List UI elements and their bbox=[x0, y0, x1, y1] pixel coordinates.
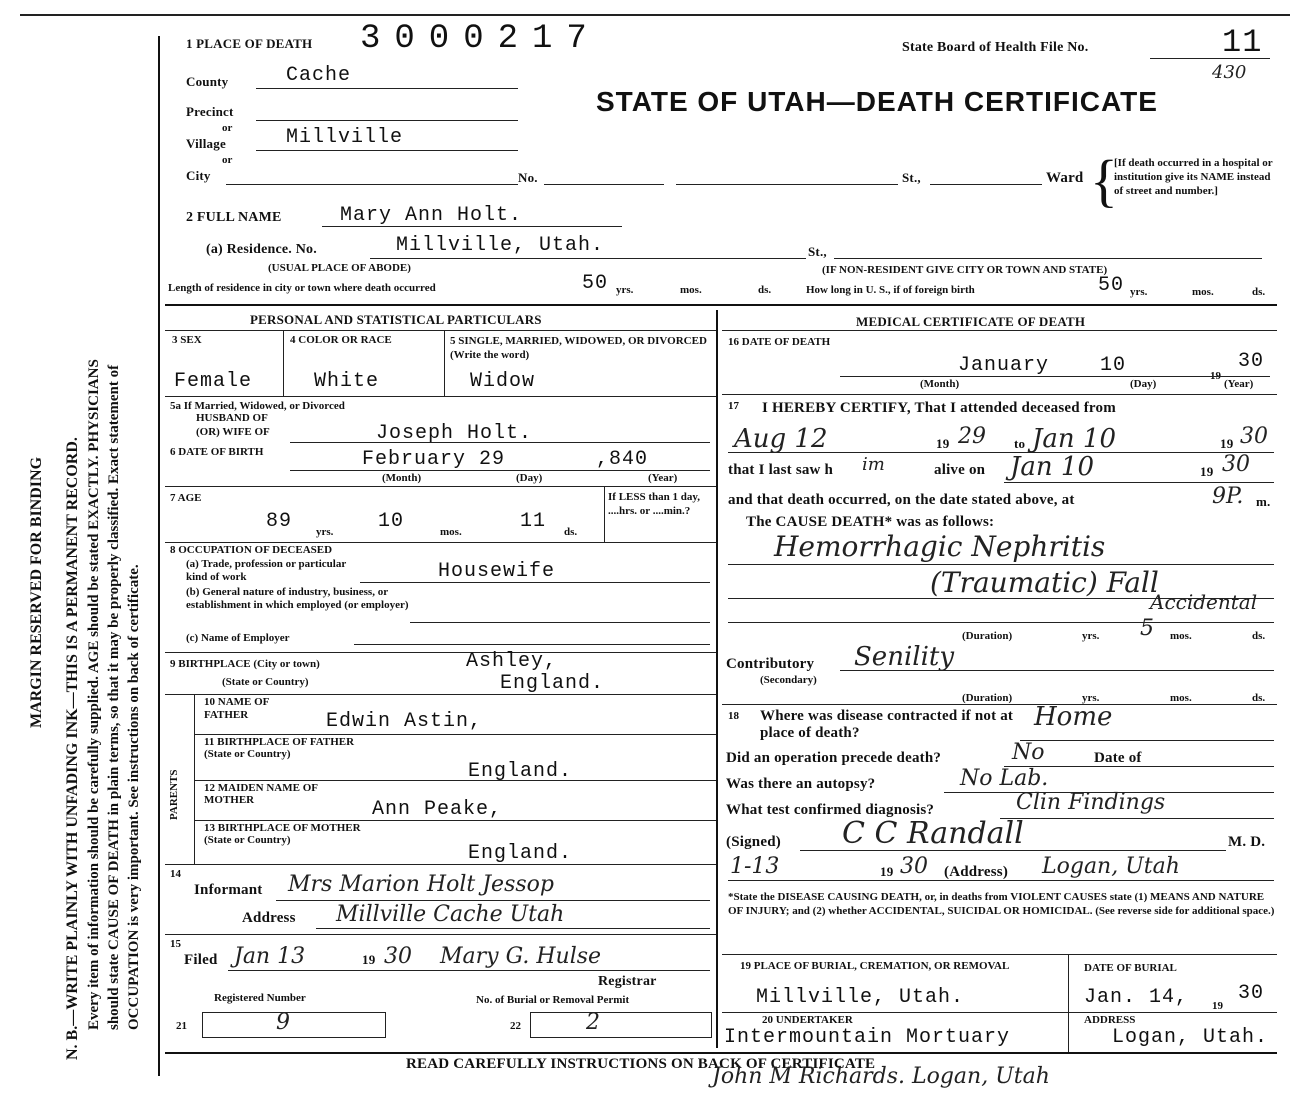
full-name-line bbox=[322, 226, 622, 227]
item-18: 18 bbox=[728, 710, 739, 722]
length-mos: mos. bbox=[680, 284, 702, 296]
marital-label: 5 SINGLE, MARRIED, WIDOWED, OR DIVORCED (Write the word) bbox=[450, 335, 707, 361]
us-label: How long in U. S., if of foreign birth bbox=[806, 284, 975, 296]
death-year-prefix: 19 bbox=[1210, 370, 1221, 382]
attended-line bbox=[728, 452, 1274, 453]
ward-line bbox=[930, 184, 1042, 185]
occupation-b-line bbox=[410, 622, 710, 623]
occupation-value: Housewife bbox=[438, 560, 556, 583]
med-row-line-2 bbox=[722, 704, 1277, 705]
reg-number-box bbox=[202, 1012, 386, 1038]
filed-date: Jan 13 bbox=[234, 944, 306, 969]
or-label-2: or bbox=[222, 154, 233, 166]
where-line bbox=[1020, 740, 1274, 741]
undertaker-label: 20 UNDERTAKER bbox=[762, 1014, 853, 1026]
parents-divider bbox=[194, 694, 195, 864]
registrar-signature: Mary G. Hulse bbox=[440, 944, 602, 969]
signed-year-prefix: 19 bbox=[880, 864, 894, 879]
no-label: No. bbox=[518, 170, 538, 185]
full-name-label: 2 FULL NAME bbox=[186, 210, 282, 225]
parents-label: PARENTS bbox=[168, 769, 180, 820]
death-month-caption: (Month) bbox=[920, 378, 960, 390]
alive-year-prefix: 19 bbox=[1200, 464, 1214, 479]
duration-label-1: (Duration) bbox=[962, 630, 1013, 642]
residence-st-label: St., bbox=[808, 244, 827, 259]
length-label: Length of residence in city or town where death occurred bbox=[168, 282, 436, 294]
birthplace-state-label: (State or Country) bbox=[222, 676, 309, 688]
death-month: January bbox=[958, 354, 1050, 377]
row-line-6 bbox=[165, 864, 716, 865]
row-line-2 bbox=[165, 486, 716, 487]
us-yrs: yrs. bbox=[1130, 286, 1148, 298]
to-label: to bbox=[1014, 436, 1026, 451]
burial-permit-box bbox=[530, 1012, 712, 1038]
contributory-label: Contributory bbox=[726, 656, 815, 672]
nonresident-note: (IF NON-RESIDENT GIVE CITY OR TOWN AND STATE) bbox=[822, 264, 1108, 276]
top-border bbox=[20, 14, 1290, 16]
age-less-divider bbox=[604, 486, 605, 542]
date-of-label: Date of bbox=[1094, 750, 1142, 766]
age-yrs: yrs. bbox=[316, 526, 334, 538]
burial-permit-value: 2 bbox=[586, 1010, 600, 1035]
age-days: 11 bbox=[520, 510, 547, 533]
birthplace-label: 9 BIRTHPLACE (City or town) bbox=[170, 658, 320, 670]
operation-label: Did an operation precede death? bbox=[726, 750, 942, 766]
length-yrs: yrs. bbox=[616, 284, 634, 296]
burial-place: Millville, Utah. bbox=[756, 986, 965, 1009]
father-value: Edwin Astin, bbox=[326, 710, 483, 733]
color-label: 4 COLOR OR RACE bbox=[290, 334, 392, 346]
informant-address: Millville Cache Utah bbox=[336, 902, 565, 927]
village-line bbox=[256, 150, 518, 151]
operation-value: No bbox=[1012, 740, 1045, 765]
attended-from-year: 29 bbox=[958, 424, 986, 449]
section-divider bbox=[165, 304, 1277, 306]
burial-date-label: DATE OF BURIAL bbox=[1084, 962, 1177, 974]
mother-label: 12 MAIDEN NAME OF MOTHER bbox=[204, 782, 318, 806]
occupation-label: 8 OCCUPATION OF DECEASED bbox=[170, 544, 333, 556]
county-label: County bbox=[186, 74, 229, 89]
mother-line bbox=[194, 820, 716, 821]
footer-instructions: READ CAREFULLY INSTRUCTIONS ON BACK OF CERTIFICATE bbox=[406, 1056, 876, 1072]
or-label-1: or bbox=[222, 122, 233, 134]
residence-value: Millville, Utah. bbox=[396, 234, 605, 257]
age-ds: ds. bbox=[564, 526, 578, 538]
dob-line bbox=[290, 470, 710, 471]
bottom-line bbox=[165, 1052, 1277, 1054]
last-saw-pronoun: im bbox=[862, 454, 885, 475]
brace: { bbox=[1090, 148, 1118, 213]
residence-label: (a) Residence. No. bbox=[206, 242, 317, 257]
filed-year-prefix: 19 bbox=[362, 952, 376, 967]
dob-month-day: February 29 bbox=[362, 448, 506, 471]
duration-mos-2: mos. bbox=[1170, 692, 1192, 704]
signed-address: Logan, Utah bbox=[1042, 854, 1180, 879]
duration-mos-1: mos. bbox=[1170, 630, 1192, 642]
margin-instruction-2: should state CAUSE OF DEATH in plain terms, so that it may be properly classified. Exact statement of bbox=[106, 364, 122, 1030]
duration-label-2: (Duration) bbox=[962, 692, 1013, 704]
alive-on-label: alive on bbox=[934, 462, 986, 478]
father-line bbox=[194, 734, 716, 735]
length-ds: ds. bbox=[758, 284, 772, 296]
signed-value: C C Randall bbox=[842, 816, 1024, 851]
cause-line-3: Accidental bbox=[1150, 590, 1258, 614]
state-file-label: State Board of Health File No. bbox=[902, 40, 1089, 55]
margin-permanent-record: N. B.—WRITE PLAINLY WITH UNFADING INK—THIS IS A PERMANENT RECORD. bbox=[64, 437, 81, 1060]
med-row-line-3 bbox=[722, 954, 1277, 955]
signed-label: (Signed) bbox=[726, 834, 781, 850]
us-mos: mos. bbox=[1192, 286, 1214, 298]
street-line bbox=[676, 184, 898, 185]
cause-label: The CAUSE DEATH* was as follows: bbox=[746, 514, 995, 530]
where-contracted-value: Home bbox=[1034, 702, 1113, 732]
dob-year: ,840 bbox=[596, 448, 649, 471]
filed-year: 30 bbox=[384, 944, 412, 969]
death-year: 30 bbox=[1238, 350, 1265, 373]
alive-on-year: 30 bbox=[1222, 452, 1250, 477]
row-line-3 bbox=[165, 542, 716, 543]
us-ds: ds. bbox=[1252, 286, 1266, 298]
medical-footnote: *State the DISEASE CAUSING DEATH, or, in deaths from VIOLENT CAUSES state (1) MEANS AND NATURE OF INJURY; and (2) whether ACCIDENTAL, SUICIDAL OR HOMICIDAL. (See reverse side for additional space.) bbox=[728, 891, 1275, 917]
cause-rule-3 bbox=[728, 622, 1274, 623]
city-label: City bbox=[186, 168, 211, 183]
death-year-caption: (Year) bbox=[1224, 378, 1254, 390]
mother-bp-value: England. bbox=[468, 842, 573, 865]
father-bp-line bbox=[194, 780, 716, 781]
binding-margin bbox=[0, 0, 155, 1099]
spouse-line bbox=[290, 442, 710, 443]
city-line bbox=[226, 184, 518, 185]
age-months: 10 bbox=[378, 510, 405, 533]
dob-day-caption: (Day) bbox=[516, 472, 543, 484]
death-time-m: m. bbox=[1256, 494, 1271, 509]
age-mos: mos. bbox=[440, 526, 462, 538]
full-name-value: Mary Ann Holt. bbox=[340, 204, 523, 227]
village-value: Millville bbox=[286, 126, 404, 149]
county-line bbox=[256, 88, 518, 89]
main-left-border bbox=[158, 36, 160, 1076]
informant-label: Informant bbox=[194, 882, 263, 898]
row-line-5 bbox=[165, 694, 716, 695]
contributory-value: Senility bbox=[854, 642, 955, 672]
reg-21: 21 bbox=[176, 1020, 187, 1032]
father-label: 10 NAME OF FATHER bbox=[204, 696, 269, 721]
marital-value: Widow bbox=[470, 370, 536, 393]
alive-line bbox=[1004, 482, 1274, 483]
state-file-sub: 430 bbox=[1212, 62, 1247, 83]
item-17: 17 bbox=[728, 400, 739, 412]
attended-to-year: 30 bbox=[1240, 424, 1268, 449]
certificate-title: STATE OF UTAH—DEATH CERTIFICATE bbox=[596, 86, 1158, 117]
employer-line bbox=[354, 644, 710, 645]
contributory-line bbox=[840, 670, 1274, 671]
to-year-prefix: 19 bbox=[1220, 436, 1234, 451]
reg-22: 22 bbox=[510, 1020, 521, 1032]
reg-number-value: 9 bbox=[276, 1010, 290, 1035]
st-label: St., bbox=[902, 170, 921, 185]
death-day: 10 bbox=[1100, 354, 1127, 377]
sex-value: Female bbox=[174, 370, 253, 393]
margin-binding-text: MARGIN RESERVED FOR BINDING bbox=[28, 456, 45, 728]
margin-instruction-3: OCCUPATION is very important. See instructions on back of certificate. bbox=[126, 564, 142, 1030]
medical-header-line bbox=[722, 330, 1277, 331]
margin-instruction-1: Every item of information should be carefully supplied. AGE should be stated EXACTLY. PHYSICIANS bbox=[86, 359, 102, 1030]
cause-rule-1 bbox=[728, 564, 1274, 565]
burial-divider bbox=[1068, 954, 1069, 1054]
no-line bbox=[544, 184, 664, 185]
precinct-label: Precinct bbox=[186, 104, 234, 119]
autopsy-value: No Lab. bbox=[960, 766, 1049, 791]
secondary-label: (Secondary) bbox=[760, 674, 817, 686]
item-15: 15 bbox=[170, 938, 181, 950]
date-of-death-label: 16 DATE OF DEATH bbox=[728, 336, 831, 348]
birthplace-country: England. bbox=[500, 672, 605, 695]
row-line-1 bbox=[165, 396, 716, 397]
employer-label: (c) Name of Employer bbox=[186, 632, 290, 644]
sex-label: 3 SEX bbox=[172, 334, 202, 346]
registrar-label: Registrar bbox=[598, 974, 657, 989]
sex-divider bbox=[283, 330, 284, 396]
filed-label: Filed bbox=[184, 952, 218, 968]
father-bp-value: England. bbox=[468, 760, 573, 783]
certify-text: I HEREBY CERTIFY, That I attended deceased from bbox=[762, 400, 1116, 416]
age-label: 7 AGE bbox=[170, 492, 202, 504]
informant-line bbox=[276, 900, 710, 901]
spouse-label-3: (OR) WIFE OF bbox=[196, 426, 270, 438]
attended-to: Jan 10 bbox=[1032, 424, 1117, 454]
signed-address-label: (Address) bbox=[944, 864, 1009, 880]
duration-ds-1: ds. bbox=[1252, 630, 1266, 642]
death-date-line bbox=[840, 376, 1270, 377]
burial-permit-label: No. of Burial or Removal Permit bbox=[476, 994, 630, 1006]
birthplace-city: Ashley, bbox=[466, 650, 558, 673]
dob-label: 6 DATE OF BIRTH bbox=[170, 446, 264, 458]
duration-ds-2: ds. bbox=[1252, 692, 1266, 704]
serial-number: 3000217 bbox=[360, 20, 601, 58]
dob-year-caption: (Year) bbox=[648, 472, 678, 484]
spouse-label-2: HUSBAND OF bbox=[196, 412, 268, 424]
signed-date: 1-13 bbox=[730, 854, 780, 879]
spouse-label-1: 5a If Married, Widowed, or Divorced bbox=[170, 400, 345, 412]
mother-value: Ann Peake, bbox=[372, 798, 503, 821]
where-contracted-label: Where was disease contracted if not at place of death? bbox=[760, 708, 1014, 741]
test-label: What test confirmed diagnosis? bbox=[726, 802, 935, 818]
county-value: Cache bbox=[286, 64, 352, 87]
color-divider bbox=[444, 330, 445, 396]
undertaker-value: Intermountain Mortuary bbox=[724, 1026, 1011, 1049]
death-day-caption: (Day) bbox=[1130, 378, 1157, 390]
residence-line bbox=[370, 258, 806, 259]
row-line-7 bbox=[165, 934, 716, 935]
burial-year-prefix: 19 bbox=[1212, 1000, 1223, 1012]
burial-line bbox=[722, 1012, 1277, 1013]
last-saw-label: that I last saw h bbox=[728, 462, 834, 478]
personal-header-line bbox=[165, 330, 716, 331]
burial-year: 30 bbox=[1238, 982, 1265, 1005]
duration-months: 5 bbox=[1140, 616, 1154, 641]
informant-address-line bbox=[316, 928, 710, 929]
autopsy-label: Was there an autopsy? bbox=[726, 776, 876, 792]
mother-bp-label: 13 BIRTHPLACE OF MOTHER (State or Country) bbox=[204, 822, 361, 846]
cause-line-2: (Traumatic) Fall bbox=[930, 566, 1159, 599]
signed-line bbox=[800, 850, 1226, 851]
father-bp-label: 11 BIRTHPLACE OF FATHER (State or Country) bbox=[204, 736, 355, 760]
alive-on-date: Jan 10 bbox=[1010, 452, 1095, 482]
occupation-b-label: (b) General nature of industry, business, or establishment in which employed (or employer) bbox=[186, 586, 409, 611]
death-occurred-label: and that death occurred, on the date stated above, at bbox=[728, 492, 1075, 508]
us-years: 50 bbox=[1098, 274, 1125, 297]
occupation-a-label: (a) Trade, profession or particular kind of work bbox=[186, 558, 347, 583]
duration-yrs-1: yrs. bbox=[1082, 630, 1100, 642]
abode-note: (USUAL PLACE OF ABODE) bbox=[268, 262, 411, 274]
burial-place-label: 19 PLACE OF BURIAL, CREMATION, OR REMOVAL bbox=[740, 960, 1010, 972]
death-time: 9P. bbox=[1212, 484, 1244, 509]
age-years: 89 bbox=[266, 510, 293, 533]
village-label: Village bbox=[186, 136, 226, 151]
hospital-note: [If death occurred in a hospital or institution give its NAME instead of street and number.] bbox=[1114, 157, 1273, 197]
precinct-line bbox=[256, 120, 518, 121]
row-line-4 bbox=[165, 652, 716, 653]
attended-from: Aug 12 bbox=[734, 424, 828, 454]
spouse-value: Joseph Holt. bbox=[376, 422, 533, 445]
column-divider bbox=[716, 310, 718, 1048]
occupation-line bbox=[360, 582, 710, 583]
burial-date: Jan. 14, bbox=[1084, 986, 1189, 1009]
place-of-death-label: 1 PLACE OF DEATH bbox=[186, 36, 313, 51]
item-14: 14 bbox=[170, 868, 181, 880]
length-years: 50 bbox=[582, 272, 609, 295]
med-row-line-1 bbox=[722, 394, 1277, 395]
undertaker-address-label: ADDRESS bbox=[1084, 1014, 1136, 1026]
from-year-prefix: 19 bbox=[936, 436, 950, 451]
less-day: If LESS than 1 day, ....hrs. or ....min.? bbox=[608, 491, 701, 517]
test-line bbox=[1000, 818, 1274, 819]
informant-value: Mrs Marion Holt Jessop bbox=[288, 872, 554, 897]
state-file-number: 11 bbox=[1222, 24, 1263, 61]
filed-line bbox=[228, 970, 710, 971]
reg-number-label: Registered Number bbox=[214, 992, 306, 1004]
file-no-line bbox=[1150, 58, 1270, 59]
test-value: Clin Findings bbox=[1016, 790, 1166, 815]
personal-header: PERSONAL AND STATISTICAL PARTICULARS bbox=[250, 312, 542, 327]
duration-yrs-2: yrs. bbox=[1082, 692, 1100, 704]
signed-address-line bbox=[728, 880, 1274, 881]
signed-year: 30 bbox=[900, 854, 928, 879]
residence-st-line bbox=[834, 258, 1262, 259]
dob-month-caption: (Month) bbox=[382, 472, 422, 484]
undertaker-address: Logan, Utah. bbox=[1112, 1026, 1269, 1049]
ward-label: Ward bbox=[1046, 170, 1084, 186]
informant-address-label: Address bbox=[242, 910, 296, 926]
medical-header: MEDICAL CERTIFICATE OF DEATH bbox=[856, 314, 1086, 329]
md-label: M. D. bbox=[1228, 834, 1266, 850]
footer-signature: John M Richards. Logan, Utah bbox=[712, 1064, 1050, 1089]
color-value: White bbox=[314, 370, 380, 393]
cause-line-1: Hemorrhagic Nephritis bbox=[774, 530, 1106, 563]
